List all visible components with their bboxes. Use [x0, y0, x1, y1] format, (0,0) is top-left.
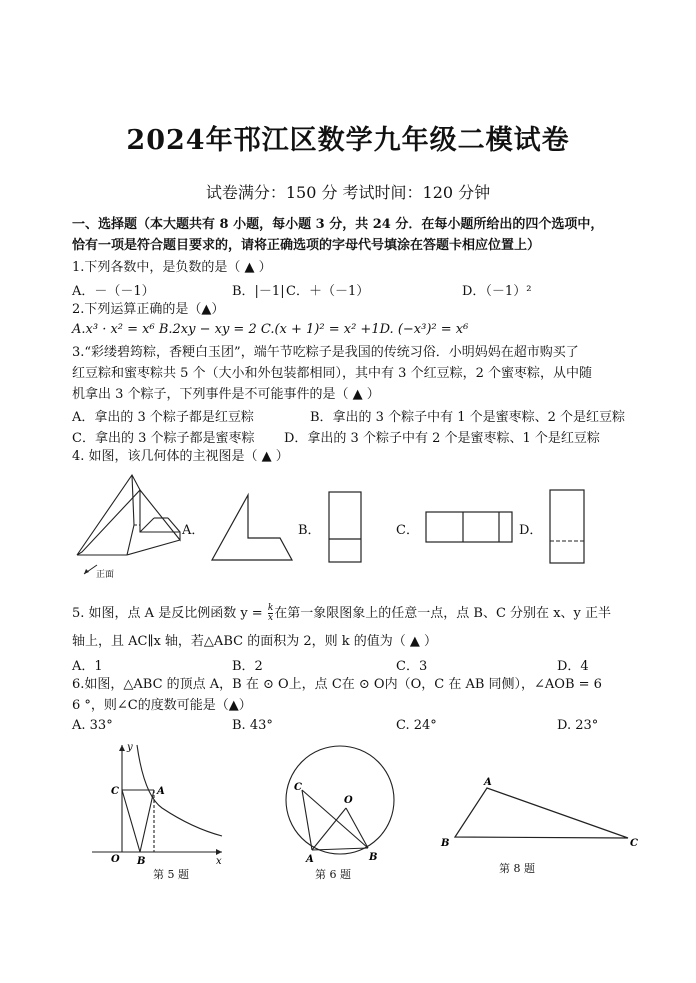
- q4-option-a-shape: [210, 493, 295, 563]
- fig8-caption: 第 8 题: [499, 862, 535, 875]
- figure-8: [438, 774, 643, 854]
- q1-option-b: B．|－1|: [232, 284, 285, 299]
- q6-option-d: D. 23°: [557, 718, 599, 733]
- fig5-label-o: O: [111, 854, 120, 865]
- fig8-label-b: B: [441, 838, 450, 849]
- figure-6: [284, 744, 394, 864]
- q5-option-c: C．3: [396, 659, 428, 674]
- fig8-label-a: A: [484, 777, 492, 788]
- fig6-label-c: C: [294, 782, 302, 793]
- q6-option-b: B. 43°: [232, 718, 273, 733]
- q5-stem-part2: 在第一象限图象上的任意一点，点 B、C 分别在 x、y 正半: [274, 606, 612, 621]
- q4-stem: 4. 如图，该几何体的主视图是（ ▲ ）: [72, 449, 289, 464]
- q1-stem: 1.下列各数中，是负数的是（ ▲ ）: [72, 260, 272, 275]
- q3-option-d: D．拿出的 3 个粽子中有 2 个是蜜枣粽、1 个是红豆粽: [284, 431, 600, 446]
- fig5-caption: 第 5 题: [153, 868, 189, 881]
- q5-stem-line1: [72, 604, 611, 623]
- q4-option-a: A．: [182, 523, 205, 538]
- q6-option-a: A. 33°: [72, 718, 113, 733]
- q5-stem-line2: 轴上，且 AC∥x 轴，若△ABC 的面积为 2，则 k 的值为（ ▲ ）: [72, 634, 438, 649]
- fig5-label-b: B: [137, 856, 146, 867]
- q3-stem-line2: 红豆粽和蜜枣粽共 5 个（大小和外包装都相同），其中有 3 个红豆粽，2 个蜜枣粽，从中随: [72, 366, 592, 381]
- figure-5: [82, 740, 232, 867]
- q5-option-a: A．1: [72, 659, 103, 674]
- q5-fraction: [268, 604, 273, 623]
- q4-solid-figure: [72, 470, 187, 585]
- solid-back-face: [77, 475, 140, 555]
- q4-option-d: D．: [519, 523, 543, 538]
- q5-fraction-numerator: k: [267, 603, 274, 613]
- fig6-label-a: A: [306, 854, 314, 865]
- q5-fraction-denominator: x: [268, 613, 274, 623]
- fig6-label-b: B: [369, 852, 378, 863]
- section-heading-line1: 一、选择题（本大题共有 8 小题，每小题 3 分，共 24 分．在每小题所给出的四个选项中，: [72, 217, 604, 232]
- fig6-caption: 第 6 题: [315, 868, 351, 881]
- section-heading-line2: 恰有一项是符合题目要求的，请将正确选项的字母代号填涂在答题卡相应位置上）: [72, 238, 541, 253]
- q5-option-b: B．2: [232, 659, 263, 674]
- fig5-label-a: A: [157, 786, 165, 797]
- page-title: 2024年邗江区数学九年级二模试卷: [126, 125, 570, 156]
- exam-info: 试卷满分：150 分 考试时间：120 分钟: [205, 183, 491, 202]
- q1-option-a: A．－（－1）: [72, 284, 155, 299]
- q1-option-c: C．＋（－1）: [286, 284, 370, 299]
- q3-stem-line3: 机拿出 3 个粽子，下列事件是不可能事件的是（ ▲ ）: [72, 387, 380, 402]
- fig6-label-o: O: [344, 795, 353, 806]
- q3-option-b: B．拿出的 3 个粽子中有 1 个是蜜枣粽、2 个是红豆粽: [310, 410, 626, 425]
- q6-stem-line2: 6 °，则∠C的度数可能是（▲）: [72, 698, 252, 713]
- triangle-abc: [455, 788, 628, 838]
- fig5-label-c: C: [111, 786, 119, 797]
- q4-option-d-shape: [549, 489, 586, 565]
- q2-stem: 2.下列运算正确的是（▲）: [72, 302, 225, 317]
- front-label: 正面: [96, 570, 115, 580]
- q3-option-c: C．拿出的 3 个粽子都是蜜枣粽: [72, 431, 255, 446]
- q5-stem-part1: 5. 如图，点 A 是反比例函数 y =: [72, 606, 267, 621]
- q2-options: A.x³ · x² = x⁶ B.2xy − xy = 2 C.(x + 1)² = x² +1D. (−x³)² = x⁶: [72, 322, 469, 337]
- fig5-label-y: y: [127, 742, 133, 753]
- q4-option-c-shape: [425, 511, 515, 544]
- q5-option-d: D．4: [557, 659, 589, 674]
- q3-option-a: A．拿出的 3 个粽子都是红豆粽: [72, 410, 254, 425]
- circle-o: [286, 746, 394, 854]
- q6-option-c: C. 24°: [396, 718, 437, 733]
- q3-stem-line1: 3.“彩缕碧筠粽，香粳白玉团”，端午节吃粽子是我国的传统习俗．小明妈妈在超市购买了: [72, 345, 579, 360]
- q4-option-c: C．: [396, 523, 419, 538]
- q1-option-d: D．（－1）²: [462, 284, 532, 299]
- fig8-label-c: C: [630, 838, 638, 849]
- q4-option-b-shape: [328, 491, 363, 563]
- fig5-label-x: x: [216, 856, 222, 867]
- q6-stem-line1: 6.如图，△ABC 的顶点 A，B 在 ⊙ O上，点 C在 ⊙ O内（O，C 在 AB 同侧），∠AOB = 6: [72, 677, 602, 692]
- q4-option-b: B．: [298, 523, 321, 538]
